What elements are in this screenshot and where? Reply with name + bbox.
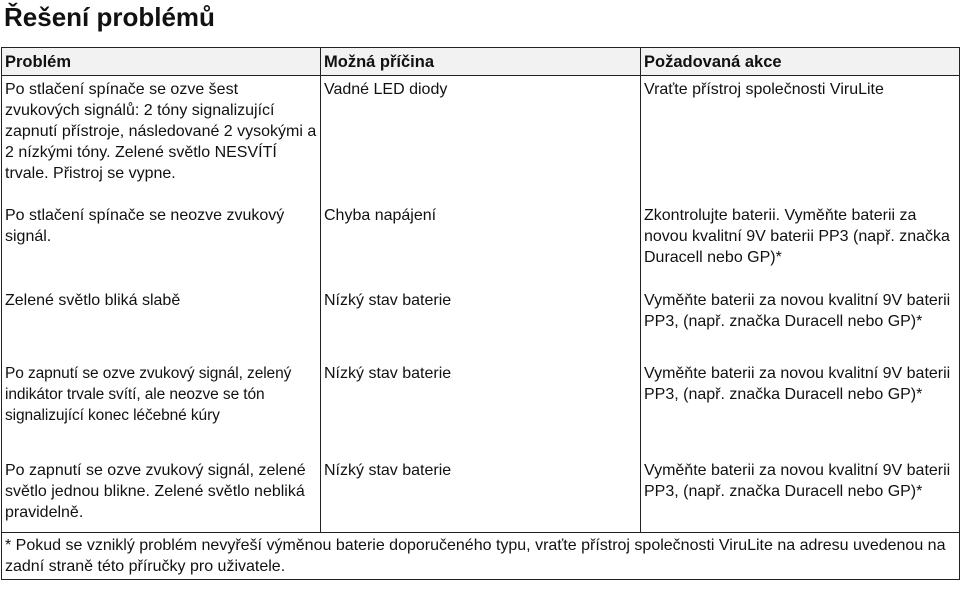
cause-cell: Chyba napájení	[321, 202, 641, 287]
problem-cell: Po stlačení spínače se ozve šest zvukových signálů: 2 tóny signalizující zapnutí přístroje, následované 2 vysokými a 2 nízkými tóny. Zelené světlo NESVÍTÍ trvale. Přistroj se vypne.	[2, 76, 321, 203]
action-cell: Zkontrolujte baterii. Vyměňte baterii za novou kvalitní 9V baterii PP3 (např. značka Duracell nebo GP)*	[641, 202, 960, 287]
table-row	[2, 287, 960, 360]
column-header-action: Požadovaná akce	[641, 48, 960, 76]
problem-cell: Po stlačení spínače se neozve zvukový signál.	[2, 202, 321, 287]
table-row	[2, 457, 960, 533]
page-title: Řešení problémů	[4, 2, 215, 32]
footnote-row	[2, 533, 960, 580]
footnote-text: * Pokud se vzniklý problém nevyřeší výměnou baterie doporučeného typu, vraťte přístroj společnosti ViruLite na adresu uvedenou na zadní straně této příručky pro uživatele.	[2, 533, 960, 580]
problem-cell: Po zapnutí se ozve zvukový signál, zelený indikátor trvale svítí, ale neozve se tón signalizující konec léčebné kúry	[2, 360, 321, 457]
column-header-problem: Problém	[2, 48, 321, 76]
table-row	[2, 360, 960, 457]
action-cell: Vyměňte baterii za novou kvalitní 9V baterii PP3, (např. značka Duracell nebo GP)*	[641, 457, 960, 533]
action-cell: Vyměňte baterii za novou kvalitní 9V baterii PP3, (např. značka Duracell nebo GP)*	[641, 360, 960, 457]
action-cell: Vraťte přístroj společnosti ViruLite	[641, 76, 960, 203]
table-header-row	[2, 48, 960, 76]
table-row	[2, 76, 960, 203]
cause-cell: Nízký stav baterie	[321, 287, 641, 360]
cause-cell: Vadné LED diody	[321, 76, 641, 203]
troubleshooting-table	[1, 47, 960, 580]
problem-cell: Po zapnutí se ozve zvukový signál, zelené světlo jednou blikne. Zelené světlo nebliká pravidelně.	[2, 457, 321, 533]
action-cell: Vyměňte baterii za novou kvalitní 9V baterii PP3, (např. značka Duracell nebo GP)*	[641, 287, 960, 360]
column-header-cause: Možná příčina	[321, 48, 641, 76]
table-row	[2, 202, 960, 287]
cause-cell: Nízký stav baterie	[321, 457, 641, 533]
cause-cell: Nízký stav baterie	[321, 360, 641, 457]
problem-cell: Zelené světlo bliká slabě	[2, 287, 321, 360]
